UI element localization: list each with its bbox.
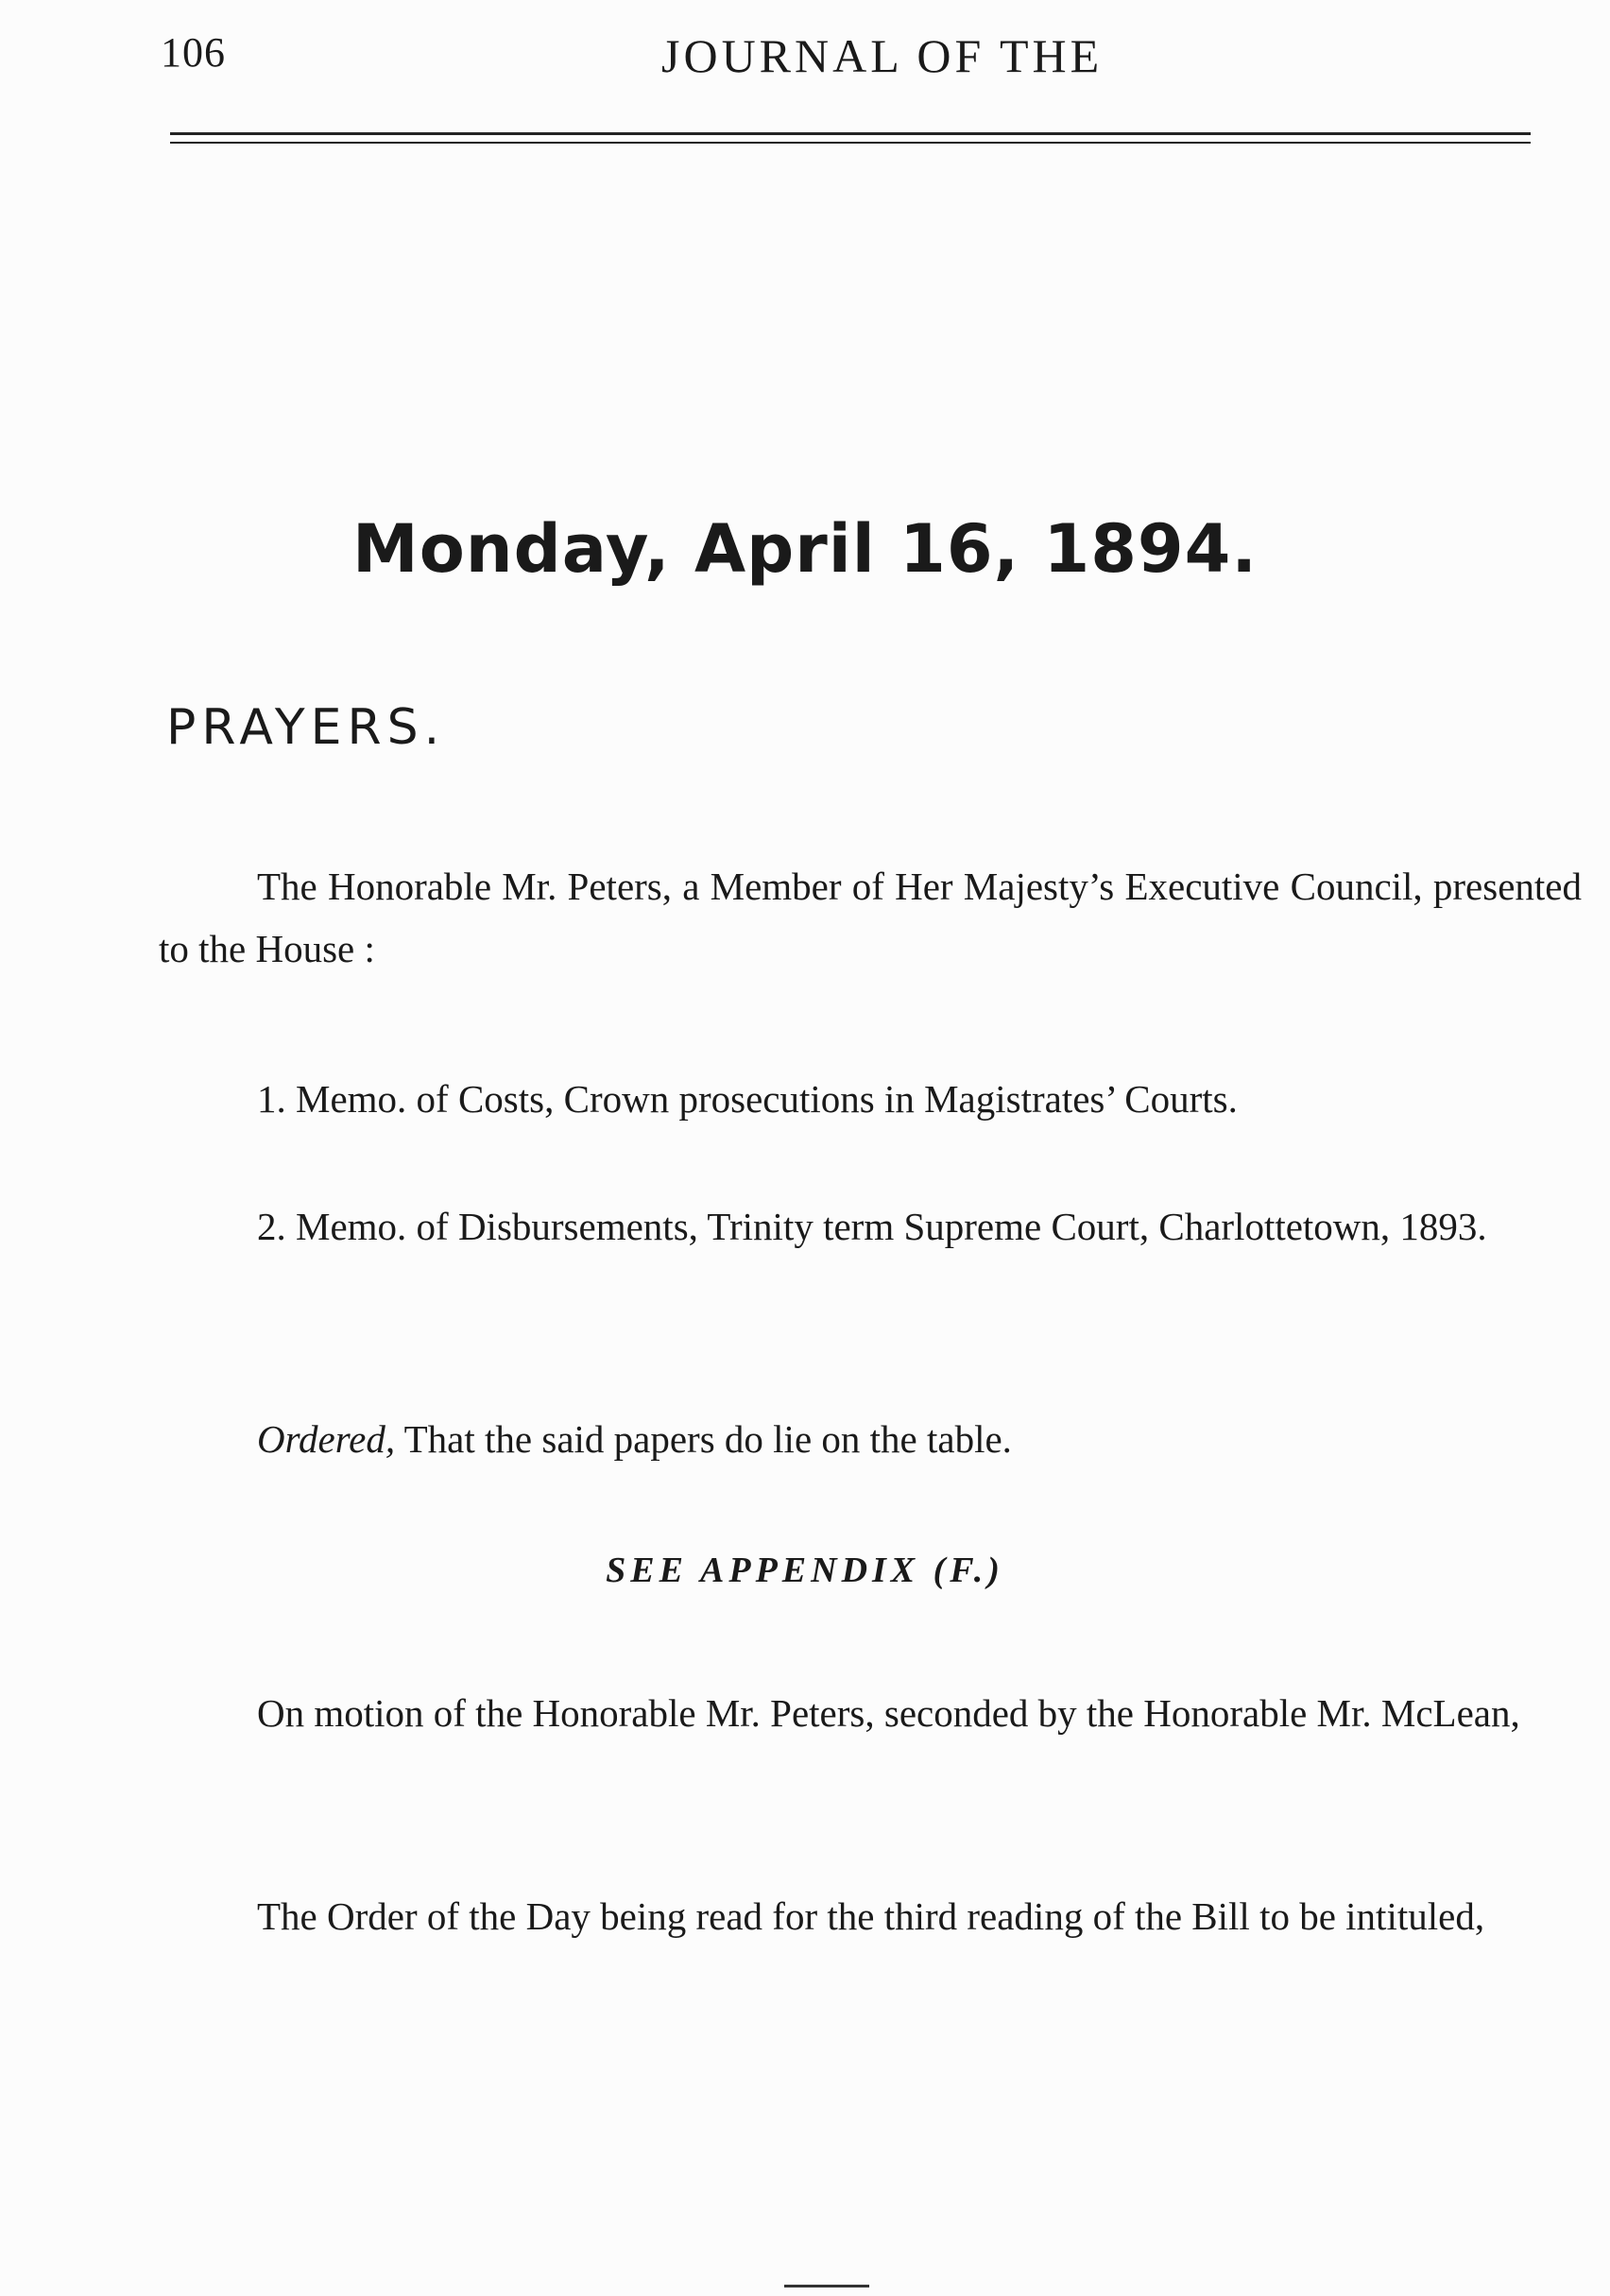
section-heading: PRAYERS. [166,699,446,756]
paragraph-motion [159,1682,1582,1744]
list-item [159,1195,1582,1258]
date-heading: Monday, April 16, 1894. [352,510,1258,588]
paragraph-order-of-day-text: The Order of the Day being read for the third reading of the Bill to be intituled, [257,1894,1485,1938]
paragraph-presented-text: The Honorable Mr. Peters, a Member of Her Majesty’s Executive Council, presented to the House : [159,865,1582,970]
ordered-text: That the said papers do lie on the table. [403,1417,1012,1461]
list-item [159,1068,1582,1130]
ordered-word: Ordered, [257,1417,396,1461]
page-number: 106 [161,29,226,76]
paragraph-presented [159,855,1582,980]
paragraph-ordered [159,1408,1582,1470]
page-header [161,28,1531,85]
appendix-reference: SEE APPENDIX (F.) [606,1551,1004,1590]
header-rule-top [170,132,1531,135]
paragraph-order-of-day [159,1885,1582,1947]
list-item-text: 2. Memo. of Disbursements, Trinity term Supreme Court, Charlottetown, 1893. [257,1205,1487,1248]
running-head: JOURNAL OF THE [661,29,1104,82]
list-item-text: 1. Memo. of Costs, Crown prosecutions in Magistrates’ Courts. [257,1077,1238,1121]
paragraph-motion-text: On motion of the Honorable Mr. Peters, seconded by the Honorable Mr. McLean, [257,1691,1520,1735]
bottom-rule [784,2285,869,2287]
header-rule-bottom [170,142,1531,144]
